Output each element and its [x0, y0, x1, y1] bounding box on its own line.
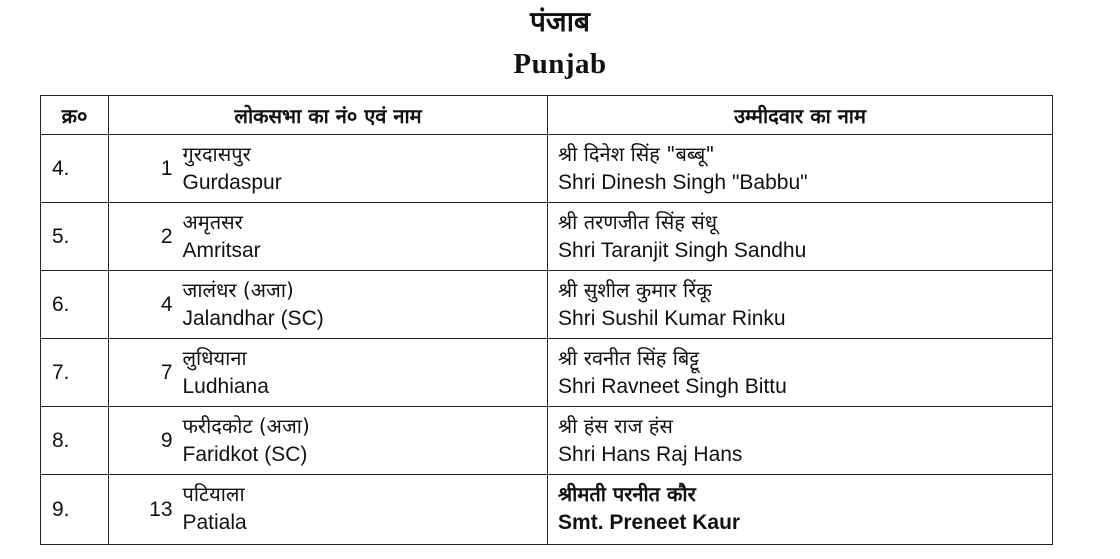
- candidate-name-hindi: श्री तरणजीत सिंह संधू: [558, 210, 718, 234]
- candidate-name-english: Shri Hans Raj Hans: [558, 443, 743, 466]
- candidate-cell: [548, 475, 1053, 545]
- candidate-cell: [548, 407, 1053, 475]
- serial-cell: 7.: [41, 339, 109, 407]
- serial-cell: 8.: [41, 407, 109, 475]
- table-row: [41, 339, 1053, 407]
- constituency-name-cell: [181, 339, 548, 407]
- candidate-name-english: Shri Taranjit Singh Sandhu: [558, 239, 807, 262]
- table-row: [41, 135, 1053, 203]
- candidate-name-english: Shri Ravneet Singh Bittu: [558, 375, 787, 398]
- candidate-name-hindi: श्री हंस राज हंस: [558, 414, 673, 438]
- state-title-hindi: पंजाब: [530, 5, 590, 38]
- constituency-number: 9: [109, 407, 181, 475]
- candidate-cell: [548, 203, 1053, 271]
- candidate-table: [40, 95, 1053, 545]
- constituency-number: 4: [109, 271, 181, 339]
- table-row: [41, 271, 1053, 339]
- constituency-name-english: Amritsar: [182, 239, 261, 262]
- constituency-name-hindi: फरीदकोट (अजा): [182, 414, 310, 438]
- constituency-name-hindi: गुरदासपुर: [182, 142, 251, 166]
- constituency-name-hindi: लुधियाना: [182, 346, 247, 370]
- header-constituency: लोकसभा का नं० एवं नाम: [109, 96, 548, 135]
- constituency-name-cell: [181, 271, 548, 339]
- constituency-number: 7: [109, 339, 181, 407]
- candidate-cell: [548, 339, 1053, 407]
- candidate-name-hindi: श्री सुशील कुमार रिंकू: [558, 278, 712, 302]
- constituency-name-english: Ludhiana: [182, 375, 269, 398]
- constituency-name-english: Patiala: [182, 511, 247, 534]
- constituency-name-cell: [181, 475, 548, 545]
- constituency-name-hindi: पटियाला: [182, 482, 245, 506]
- table-row: [41, 203, 1053, 271]
- constituency-number: 2: [109, 203, 181, 271]
- candidate-cell: [548, 271, 1053, 339]
- candidate-name-hindi: श्रीमती परनीत कौर: [558, 482, 696, 506]
- header-serial: क्र०: [41, 96, 109, 135]
- serial-cell: 9.: [41, 475, 109, 545]
- candidate-name-english: Shri Dinesh Singh "Babbu": [558, 171, 808, 194]
- candidate-name-hindi: श्री दिनेश सिंह "बब्बू": [558, 142, 715, 166]
- serial-cell: 6.: [41, 271, 109, 339]
- table-row: [41, 407, 1053, 475]
- constituency-name-hindi: अमृतसर: [182, 210, 243, 234]
- candidate-name-english: Shri Sushil Kumar Rinku: [558, 307, 786, 330]
- constituency-number: 1: [109, 135, 181, 203]
- serial-cell: 5.: [41, 203, 109, 271]
- header-candidate: उम्मीदवार का नाम: [548, 96, 1053, 135]
- constituency-name-english: Faridkot (SC): [182, 443, 308, 466]
- candidate-name-english: Smt. Preneet Kaur: [558, 511, 741, 534]
- constituency-name-cell: [181, 407, 548, 475]
- constituency-name-cell: [181, 203, 548, 271]
- table-header-row: [41, 96, 1053, 135]
- constituency-number: 13: [109, 475, 181, 545]
- constituency-name-hindi: जालंधर (अजा): [182, 278, 294, 302]
- table-row: [41, 475, 1053, 545]
- serial-cell: 4.: [41, 135, 109, 203]
- candidate-cell: [548, 135, 1053, 203]
- constituency-name-cell: [181, 135, 548, 203]
- constituency-name-english: Jalandhar (SC): [182, 307, 324, 330]
- state-title-english: Punjab: [513, 48, 607, 80]
- candidate-name-hindi: श्री रवनीत सिंह बिट्टू: [558, 346, 700, 370]
- constituency-name-english: Gurdaspur: [182, 171, 282, 194]
